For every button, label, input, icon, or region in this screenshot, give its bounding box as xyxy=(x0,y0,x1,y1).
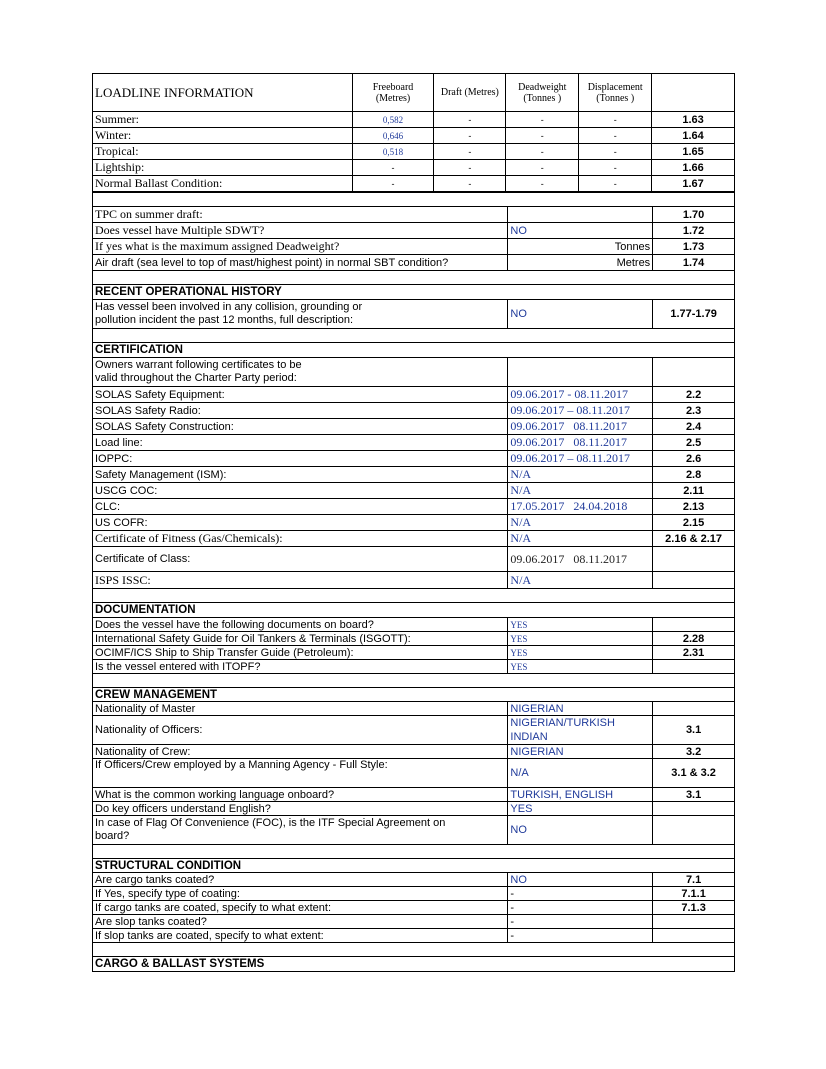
table-row: Nationality of Master NIGERIAN xyxy=(93,702,735,716)
table-row: Air draft (sea level to top of mast/highest point) in normal SBT condition? Metres 1.74 xyxy=(93,255,735,271)
table-row: Is the vessel entered with ITOPF? YES xyxy=(93,660,735,674)
table-row: If Officers/Crew employed by a Manning Agency - Full Style: N/A 3.1 & 3.2 xyxy=(93,759,735,788)
questionnaire-table: TPC on summer draft: 1.70 Does vessel have Multiple SDWT? NO 1.72 If yes what is the maximum assigned Deadweight? Tonnes 1.73 Air draft (sea level to top of mast/highest point) in normal SBT condition? Metres 1.74 RECENT OPERATIONAL HISTORY Has vessel been involved in any collision, grounding or pollution incident the past 12 months, full description: NO 1.77-1.79 CERTIFICATION Owners warrant following certificates to be valid throughout the Charter Party period: SOLAS Safety Equipment: 09.06.2017 - 08.11.2017 2.2 SOLAS Safety Radio: 09.06.2017 – 08.11.2017 2.3 SOLAS Safety Construction: 09.06.2017 08.11.2017 2.4 Load line: 09.06.2017 08.11.2017 2.5 IOPPC: 09.06.2017 – 08.11.2017 2.6 Safety Management (ISM): N/A 2.8 USCG COC: N/A 2.11 CLC: 17.05.2017 24.04.2018 2.13 US COFR: N/A 2.15 Certificate of Fitness (Gas/Chemicals): N/A 2.16 & 2.17 Certificate of Class: 09.06.2017 08.11.2017 ISPS ISSC: N/A DOCUMENTATION Does the vessel have the following documents on board? YES International Safety Guide for Oil Tankers & Terminals (ISGOTT): YES 2.28 OCIMF/ICS Ship to Ship Transfer Guide (Petroleum): YES 2.31 Is the vessel entered with ITOPF? YES CREW MANAGEMENT Nationality of Master NIGERIAN Nationality of Officers: NIGERIAN/TURKISH INDIAN 3.1 Nationality of Crew: NIGERIAN 3.2 If Officers/Crew employed by a Manning Agency - Full Style: N/A 3.1 & 3.2 What is the common working language onboard? TURKISH, ENGLISH 3.1 Do key officers understand English? YES In case of Flag Of Convenience (FOC), is the ITF Special Agreement on board? NO STRUCTURAL CONDITION Are cargo tanks coated? NO 7.1 If Yes, specify type of coating: - 7.1.1 If cargo tanks are coated, specify to what extent: - 7.1.3 Are slop tanks coated? - If slop tanks are coated, specify to what extent: - CARGO & BALLAST SYSTEMS xyxy=(92,192,735,972)
table-row: USCG COC: N/A 2.11 xyxy=(93,483,735,499)
table-row: What is the common working language onboard? TURKISH, ENGLISH 3.1 xyxy=(93,788,735,802)
table-row: If slop tanks are coated, specify to what extent: - xyxy=(93,929,735,943)
table-row: Do key officers understand English? YES xyxy=(93,802,735,816)
section-title: DOCUMENTATION xyxy=(93,603,735,618)
table-row: In case of Flag Of Convenience (FOC), is the ITF Special Agreement on board? NO xyxy=(93,816,735,845)
table-row: OCIMF/ICS Ship to Ship Transfer Guide (Petroleum): YES 2.31 xyxy=(93,646,735,660)
section-title: CREW MANAGEMENT xyxy=(93,688,735,702)
section-title: STRUCTURAL CONDITION xyxy=(93,859,735,873)
table-row: Tropical: 0,518 - - - 1.65 xyxy=(93,144,735,160)
displacement-header: Displacement (Tonnes ) xyxy=(579,74,652,112)
table-row: Normal Ballast Condition: - - - - 1.67 xyxy=(93,176,735,192)
table-row: SOLAS Safety Equipment: 09.06.2017 - 08.11.2017 2.2 xyxy=(93,387,735,403)
table-row: Nationality of Officers: NIGERIAN/TURKISH INDIAN 3.1 xyxy=(93,716,735,745)
loadline-table xyxy=(92,73,735,192)
table-row: Lightship: - - - - 1.66 xyxy=(93,160,735,176)
table-row: If yes what is the maximum assigned Deadweight? Tonnes 1.73 xyxy=(93,239,735,255)
section-title: CERTIFICATION xyxy=(93,343,735,358)
table-row: Certificate of Fitness (Gas/Chemicals): N/A 2.16 & 2.17 xyxy=(93,531,735,547)
table-row: US COFR: N/A 2.15 xyxy=(93,515,735,531)
table-row: Has vessel been involved in any collision, grounding or pollution incident the past 12 months, full description: NO 1.77-1.79 xyxy=(93,300,735,329)
loadline-title: LOADLINE INFORMATION xyxy=(93,74,353,112)
table-row: SOLAS Safety Construction: 09.06.2017 08.11.2017 2.4 xyxy=(93,419,735,435)
draft-header: Draft (Metres) xyxy=(434,74,506,112)
table-row: ISPS ISSC: N/A xyxy=(93,572,735,589)
section-title: CARGO & BALLAST SYSTEMS xyxy=(93,957,735,972)
table-row: Load line: 09.06.2017 08.11.2017 2.5 xyxy=(93,435,735,451)
freeboard-header: Freeboard (Metres) xyxy=(352,74,434,112)
table-row: Safety Management (ISM): N/A 2.8 xyxy=(93,467,735,483)
table-row: IOPPC: 09.06.2017 – 08.11.2017 2.6 xyxy=(93,451,735,467)
table-row: Does the vessel have the following documents on board? YES xyxy=(93,618,735,632)
table-row: Are slop tanks coated? - xyxy=(93,915,735,929)
table-row: Are cargo tanks coated? NO 7.1 xyxy=(93,873,735,887)
table-row: CLC: 17.05.2017 24.04.2018 2.13 xyxy=(93,499,735,515)
deadweight-header: Deadweight (Tonnes ) xyxy=(506,74,579,112)
table-row: Nationality of Crew: NIGERIAN 3.2 xyxy=(93,745,735,759)
table-row: Winter: 0,646 - - - 1.64 xyxy=(93,128,735,144)
table-row: Summer: 0,582 - - - 1.63 xyxy=(93,112,735,128)
section-title: RECENT OPERATIONAL HISTORY xyxy=(93,285,735,300)
table-row: TPC on summer draft: 1.70 xyxy=(93,207,735,223)
table-row: Certificate of Class: 09.06.2017 08.11.2017 xyxy=(93,547,735,572)
table-row: If Yes, specify type of coating: - 7.1.1 xyxy=(93,887,735,901)
table-row: If cargo tanks are coated, specify to what extent: - 7.1.3 xyxy=(93,901,735,915)
table-row: International Safety Guide for Oil Tankers & Terminals (ISGOTT): YES 2.28 xyxy=(93,632,735,646)
table-row: Does vessel have Multiple SDWT? NO 1.72 xyxy=(93,223,735,239)
table-row: SOLAS Safety Radio: 09.06.2017 – 08.11.2017 2.3 xyxy=(93,403,735,419)
